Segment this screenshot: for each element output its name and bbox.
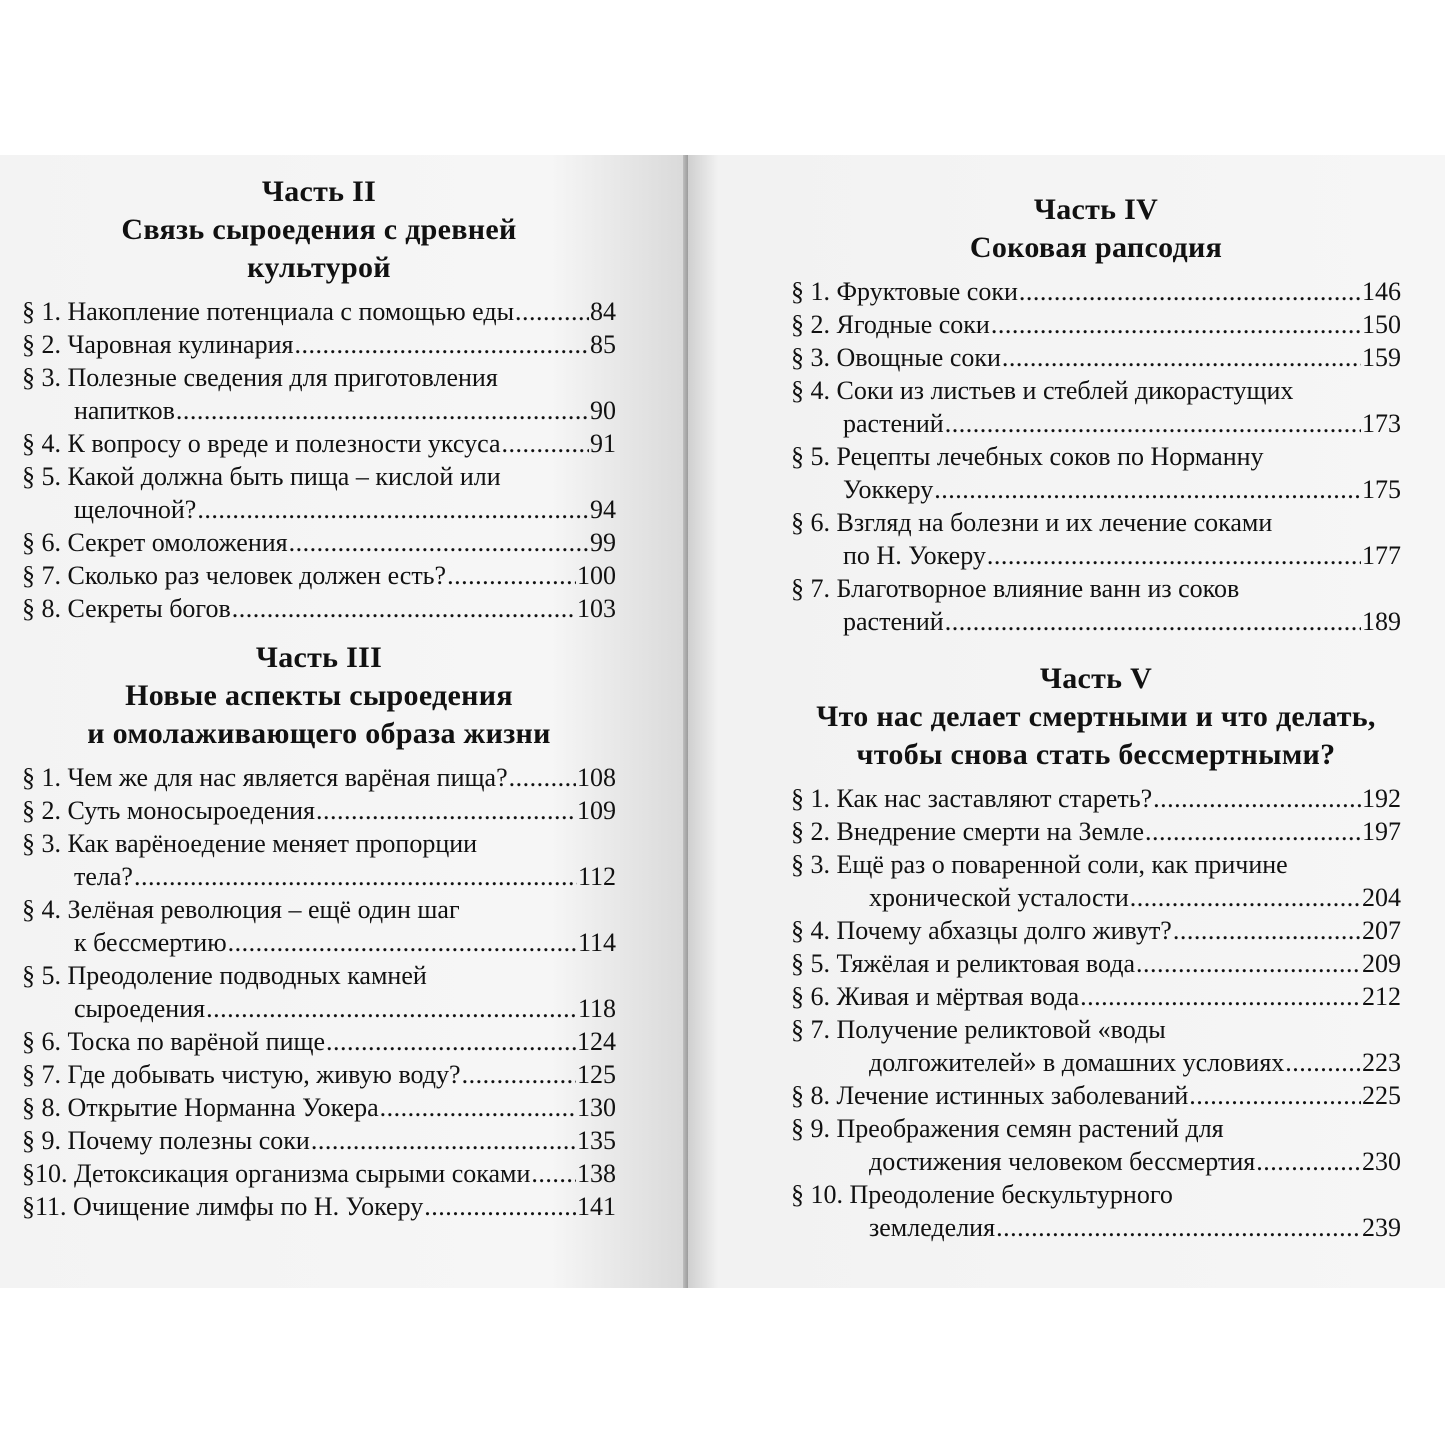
- part-title: Часть IV: [1033, 193, 1159, 226]
- dot-leader: [1189, 1079, 1361, 1112]
- page-number: 103: [577, 594, 616, 623]
- toc-entry: [791, 1112, 1401, 1178]
- toc-entry: [791, 782, 1401, 815]
- page-number: 150: [1362, 310, 1401, 339]
- entry-title-wrap: [791, 275, 1018, 308]
- toc-entry-first-line: [791, 1178, 1401, 1211]
- page-number: 125: [577, 1060, 616, 1089]
- section-number: § 7.: [791, 574, 830, 603]
- toc-entry-first-line: [791, 848, 1401, 881]
- entry-title-wrap: [791, 815, 1144, 848]
- toc-entry: [22, 427, 616, 460]
- dot-leader: [531, 1157, 576, 1190]
- entry-title-start: Преображения семян растений для: [836, 1114, 1224, 1143]
- dot-leader: [462, 1058, 576, 1091]
- toc-entry-line: [22, 1190, 616, 1223]
- toc-entry-line: [22, 794, 616, 827]
- toc-entry: [22, 559, 616, 592]
- page-number: 135: [577, 1126, 616, 1155]
- part-title: Часть V: [1039, 662, 1153, 695]
- dot-leader: [1019, 275, 1361, 308]
- toc-entry: [22, 794, 616, 827]
- toc-entry-line: [22, 427, 616, 460]
- toc-entry-line: [22, 328, 616, 361]
- entry-title-wrap: [791, 980, 1079, 1013]
- toc-entry-line: [22, 1157, 616, 1190]
- section-number: § 8.: [791, 1081, 830, 1110]
- page-number: 173: [1362, 409, 1401, 438]
- part-heading-line: Что нас делает смертными и что делать,: [816, 700, 1376, 733]
- section-number: § 4.: [791, 376, 830, 405]
- entry-title-start: Преодоление бескультурного: [849, 1180, 1173, 1209]
- toc-entry-first-line: [22, 460, 616, 493]
- entry-title-wrap: [22, 526, 288, 559]
- entry-title: К вопросу о вреде и полезности уксуса: [67, 429, 501, 458]
- toc-entry-line: [22, 1091, 616, 1124]
- section-number: § 3.: [791, 850, 830, 879]
- page-number: 159: [1362, 343, 1401, 372]
- entry-title: долгожителей» в домашних условиях: [869, 1048, 1285, 1077]
- entry-title-start: Получение реликтовой «воды: [836, 1015, 1166, 1044]
- toc-entry-line: [22, 992, 616, 1025]
- toc-entry-line: [22, 926, 616, 959]
- section-number: § 4.: [22, 895, 61, 924]
- entry-title: Детоксикация организма сырыми соками: [74, 1159, 531, 1188]
- section-number: § 7.: [22, 1060, 61, 1089]
- entry-title: растений: [843, 607, 944, 636]
- page-number: 223: [1362, 1048, 1401, 1077]
- toc-entry: [791, 914, 1401, 947]
- toc-entry: [791, 815, 1401, 848]
- entry-title: достижения человеком бессмертия: [869, 1147, 1256, 1176]
- toc-list: [791, 275, 1401, 638]
- page-number: 100: [577, 561, 616, 590]
- part-title: Часть III: [255, 641, 383, 674]
- entry-title-start: Рецепты лечебных соков по Норманну: [836, 442, 1264, 471]
- entry-title: Тоска по варёной пище: [67, 1027, 326, 1056]
- dot-leader: [1130, 881, 1361, 914]
- part-heading-line: Новые аспекты сыроедения: [125, 679, 513, 712]
- entry-title: Очищение лимфы по Н. Уокеру: [73, 1192, 424, 1221]
- page-number: 207: [1362, 916, 1401, 945]
- dot-leader: [509, 761, 576, 794]
- toc-entry-first-line: [791, 374, 1401, 407]
- page-number: 225: [1362, 1081, 1401, 1110]
- toc-entry: [22, 1190, 616, 1223]
- section-number: § 9.: [791, 1114, 830, 1143]
- toc-entry: [791, 572, 1401, 638]
- entry-title-start: Соки из листьев и стеблей дикорастущих: [836, 376, 1294, 405]
- section-number: § 4.: [791, 916, 830, 945]
- toc-entry-first-line: [22, 959, 616, 992]
- section-number: §10.: [22, 1159, 68, 1188]
- page-number: 230: [1362, 1147, 1401, 1176]
- page-number: 84: [590, 297, 616, 326]
- section-number: § 9.: [22, 1126, 61, 1155]
- section-number: § 3.: [791, 343, 830, 372]
- entry-title-wrap: [22, 427, 501, 460]
- entry-title-wrap: [22, 559, 446, 592]
- entry-title: к бессмертию: [74, 928, 227, 957]
- page-number: 146: [1362, 277, 1401, 306]
- page-number: 109: [577, 796, 616, 825]
- entry-title: Ягодные соки: [836, 310, 990, 339]
- section-number: § 1.: [791, 784, 830, 813]
- section-number: § 5.: [22, 961, 61, 990]
- dot-leader: [228, 926, 577, 959]
- toc-entry: [22, 361, 616, 427]
- part-heading-line: Связь сыроедения с древней: [121, 213, 517, 246]
- page-number: 112: [577, 862, 616, 891]
- page-number: 177: [1362, 541, 1401, 570]
- section-number: § 3.: [22, 829, 61, 858]
- dot-leader: [515, 295, 589, 328]
- page-number: 138: [577, 1159, 616, 1188]
- toc-entry: [22, 1058, 616, 1091]
- toc-entry-line: [22, 1025, 616, 1058]
- toc-list: [22, 295, 616, 625]
- page-number: 204: [1362, 883, 1401, 912]
- dot-leader: [176, 394, 589, 427]
- toc-entry: [22, 328, 616, 361]
- section-number: § 2.: [22, 330, 61, 359]
- entry-title-start: Полезные сведения для приготовления: [67, 363, 498, 392]
- toc-entry-line: [791, 782, 1401, 815]
- toc-entry-line: [791, 815, 1401, 848]
- toc-entry-line: [791, 881, 1401, 914]
- section-number: § 1.: [791, 277, 830, 306]
- entry-title: сыроедения: [74, 994, 206, 1023]
- section-number: § 5.: [791, 949, 830, 978]
- entry-title-start: Благотворное влияние ванн из соков: [836, 574, 1240, 603]
- entry-title-wrap: [22, 592, 231, 625]
- entry-title-wrap: [22, 794, 315, 827]
- entry-title: Внедрение смерти на Земле: [836, 817, 1145, 846]
- toc-entry-line: [22, 860, 616, 893]
- entry-title: напитков: [74, 396, 175, 425]
- dot-leader: [134, 860, 577, 893]
- part-title: Часть II: [261, 175, 377, 208]
- entry-title: хронической усталости: [869, 883, 1129, 912]
- entry-title-wrap: [22, 1124, 310, 1157]
- entry-title: щелочной?: [74, 495, 197, 524]
- toc-entry: [791, 374, 1401, 440]
- toc-entry-line: [22, 1124, 616, 1157]
- dot-leader: [945, 407, 1361, 440]
- toc-entry: [791, 506, 1401, 572]
- toc-entry: [791, 980, 1401, 1013]
- entry-title-start: Ещё раз о поваренной соли, как причине: [836, 850, 1288, 879]
- toc-entry-line: [791, 1079, 1401, 1112]
- toc-entry: [22, 592, 616, 625]
- toc-entry-line: [22, 295, 616, 328]
- section-number: § 2.: [22, 796, 61, 825]
- toc-entry: [791, 308, 1401, 341]
- page-number: 91: [590, 429, 616, 458]
- entry-title-wrap: [791, 947, 1135, 980]
- section-number: § 8.: [22, 1093, 61, 1122]
- toc-entry: [791, 1013, 1401, 1079]
- dot-leader: [1080, 980, 1361, 1013]
- entry-title-wrap: [22, 1025, 325, 1058]
- entry-title: Чем же для нас является варёная пища?: [67, 763, 508, 792]
- dot-leader: [1173, 914, 1361, 947]
- section-number: § 3.: [22, 363, 61, 392]
- section-number: § 7.: [22, 561, 61, 590]
- toc-entry: [791, 1178, 1401, 1244]
- entry-title-start: Как варёноедение меняет пропорции: [67, 829, 478, 858]
- toc-entry-line: [22, 559, 616, 592]
- page-number: 114: [577, 928, 616, 957]
- page-number: 130: [577, 1093, 616, 1122]
- toc-entry-line: [791, 1211, 1401, 1244]
- entry-title: Лечение истинных заболеваний: [836, 1081, 1189, 1110]
- toc-entry: [791, 440, 1401, 506]
- toc-entry-first-line: [22, 893, 616, 926]
- toc-entry-first-line: [22, 361, 616, 394]
- page-number: 197: [1362, 817, 1401, 846]
- toc-entry-line: [791, 947, 1401, 980]
- entry-title-wrap: [791, 308, 990, 341]
- section-number: § 5.: [791, 442, 830, 471]
- dot-leader: [424, 1190, 576, 1223]
- section-number: § 4.: [22, 429, 61, 458]
- entry-title-wrap: [22, 1091, 379, 1124]
- part-heading-line: и омолаживающего образа жизни: [87, 717, 551, 750]
- entry-title: Открытие Норманна Уокера: [67, 1093, 379, 1122]
- page-number: 118: [577, 994, 616, 1023]
- toc-entry-first-line: [791, 506, 1401, 539]
- left-column: [22, 173, 616, 1223]
- toc-entry-line: [791, 341, 1401, 374]
- dot-leader: [1002, 341, 1361, 374]
- toc-entry: [22, 295, 616, 328]
- entry-title: Фруктовые соки: [836, 277, 1018, 306]
- right-column: [791, 191, 1401, 1244]
- toc-entry: [791, 341, 1401, 374]
- toc-entry-line: [791, 407, 1401, 440]
- entry-title-start: Зелёная революция – ещё один шаг: [67, 895, 460, 924]
- toc-entry-line: [791, 275, 1401, 308]
- entry-title-wrap: [791, 782, 1152, 815]
- entry-title: Уоккеру: [843, 475, 934, 504]
- dot-leader: [447, 559, 576, 592]
- entry-title: Сколько раз человек должен есть?: [67, 561, 447, 590]
- toc-entry-line: [791, 914, 1401, 947]
- toc-entry-line: [22, 526, 616, 559]
- toc-entry: [22, 1091, 616, 1124]
- page-number: 141: [577, 1192, 616, 1221]
- dot-leader: [1153, 782, 1361, 815]
- section-number: § 2.: [791, 817, 830, 846]
- entry-title-wrap: [22, 1157, 530, 1190]
- section-number: § 1.: [22, 763, 61, 792]
- entry-title: по Н. Уокеру: [843, 541, 986, 570]
- toc-entry-line: [791, 539, 1401, 572]
- toc-entry: [791, 848, 1401, 914]
- entry-title: Почему полезны соки: [67, 1126, 310, 1155]
- toc-entry: [22, 526, 616, 559]
- entry-title: Суть моносыроедения: [67, 796, 316, 825]
- toc-entry: [22, 1157, 616, 1190]
- toc-entry-line: [791, 1145, 1401, 1178]
- entry-title-wrap: [22, 295, 514, 328]
- toc-entry: [22, 959, 616, 1025]
- dot-leader: [1285, 1046, 1361, 1079]
- page-number: 209: [1362, 949, 1401, 978]
- toc-entry-first-line: [791, 572, 1401, 605]
- entry-title: Чаровная кулинария: [67, 330, 294, 359]
- dot-leader: [197, 493, 589, 526]
- toc-entry-line: [22, 761, 616, 794]
- toc-list: [22, 761, 616, 1223]
- toc-entry-line: [22, 1058, 616, 1091]
- entry-title: Овощные соки: [836, 343, 1001, 372]
- toc-entry: [791, 275, 1401, 308]
- book-spread: [0, 155, 1445, 1288]
- page-number: 239: [1362, 1213, 1401, 1242]
- section-number: § 1.: [22, 297, 61, 326]
- section-number: § 8.: [22, 594, 61, 623]
- entry-title: Живая и мёртвая вода: [836, 982, 1080, 1011]
- toc-list: [791, 782, 1401, 1244]
- toc-entry: [791, 1079, 1401, 1112]
- dot-leader: [232, 592, 576, 625]
- toc-entry-first-line: [791, 1112, 1401, 1145]
- toc-entry-first-line: [791, 1013, 1401, 1046]
- entry-title: Как нас заставляют стареть?: [836, 784, 1153, 813]
- entry-title: Накопление потенциала с помощью еды: [67, 297, 515, 326]
- entry-title: земледелия: [869, 1213, 996, 1242]
- entry-title-wrap: [791, 914, 1172, 947]
- entry-title-wrap: [22, 761, 508, 794]
- dot-leader: [934, 473, 1361, 506]
- dot-leader: [206, 992, 577, 1025]
- page-number: 124: [577, 1027, 616, 1056]
- section-number: § 6.: [22, 1027, 61, 1056]
- dot-leader: [326, 1025, 576, 1058]
- section-number: § 2.: [791, 310, 830, 339]
- entry-title: Где добывать чистую, живую воду?: [67, 1060, 461, 1089]
- entry-title-wrap: [22, 1058, 461, 1091]
- section-number: § 6.: [791, 508, 830, 537]
- page-number: 212: [1362, 982, 1401, 1011]
- toc-entry: [22, 1124, 616, 1157]
- toc-entry-line: [22, 493, 616, 526]
- section-number: § 5.: [22, 462, 61, 491]
- section-number: § 6.: [791, 982, 830, 1011]
- entry-title: Секреты богов: [67, 594, 231, 623]
- toc-entry-line: [791, 308, 1401, 341]
- dot-leader: [311, 1124, 576, 1157]
- dot-leader: [996, 1211, 1361, 1244]
- page-number: 189: [1362, 607, 1401, 636]
- dot-leader: [1136, 947, 1361, 980]
- part-heading-line: культурой: [247, 251, 391, 284]
- entry-title: Тяжёлая и реликтовая вода: [836, 949, 1136, 978]
- page-number: 108: [577, 763, 616, 792]
- entry-title: Секрет омоложения: [67, 528, 288, 557]
- toc-entry: [22, 761, 616, 794]
- toc-entry-line: [791, 473, 1401, 506]
- entry-title-wrap: [791, 1079, 1188, 1112]
- dot-leader: [1145, 815, 1361, 848]
- toc-entry-line: [22, 394, 616, 427]
- section-number: § 7.: [791, 1015, 830, 1044]
- page-number: 99: [590, 528, 616, 557]
- part-heading-line: Соковая рапсодия: [969, 231, 1223, 264]
- toc-entry: [22, 1025, 616, 1058]
- dot-leader: [502, 427, 590, 460]
- dot-leader: [1256, 1145, 1361, 1178]
- dot-leader: [294, 328, 589, 361]
- entry-title-start: Преодоление подводных камней: [67, 961, 427, 990]
- toc-entry-line: [22, 592, 616, 625]
- dot-leader: [991, 308, 1361, 341]
- dot-leader: [316, 794, 576, 827]
- section-number: § 10.: [791, 1180, 843, 1209]
- entry-title-start: Какой должна быть пища – кислой или: [67, 462, 501, 491]
- page-number: 94: [590, 495, 616, 524]
- dot-leader: [945, 605, 1361, 638]
- section-number: § 6.: [22, 528, 61, 557]
- entry-title-start: Взгляд на болезни и их лечение соками: [836, 508, 1273, 537]
- section-number: §11.: [22, 1192, 67, 1221]
- toc-entry-first-line: [22, 827, 616, 860]
- part-heading-line: чтобы снова стать бессмертными?: [856, 738, 1336, 771]
- page-number: 85: [590, 330, 616, 359]
- page-number: 175: [1362, 475, 1401, 504]
- entry-title: Почему абхазцы долго живут?: [836, 916, 1172, 945]
- dot-leader: [289, 526, 589, 559]
- toc-entry-first-line: [791, 440, 1401, 473]
- dot-leader: [380, 1091, 576, 1124]
- entry-title-wrap: [22, 328, 293, 361]
- toc-entry: [22, 827, 616, 893]
- toc-entry: [22, 893, 616, 959]
- page-number: 90: [590, 396, 616, 425]
- toc-entry-line: [791, 605, 1401, 638]
- left-page: [0, 155, 688, 1288]
- toc-entry-line: [791, 1046, 1401, 1079]
- entry-title-wrap: [22, 1190, 423, 1223]
- toc-entry: [791, 947, 1401, 980]
- entry-title-wrap: [791, 341, 1001, 374]
- toc-entry-line: [791, 980, 1401, 1013]
- page-number: 192: [1362, 784, 1401, 813]
- entry-title: растений: [843, 409, 944, 438]
- entry-title: тела?: [74, 862, 133, 891]
- dot-leader: [987, 539, 1361, 572]
- toc-entry: [22, 460, 616, 526]
